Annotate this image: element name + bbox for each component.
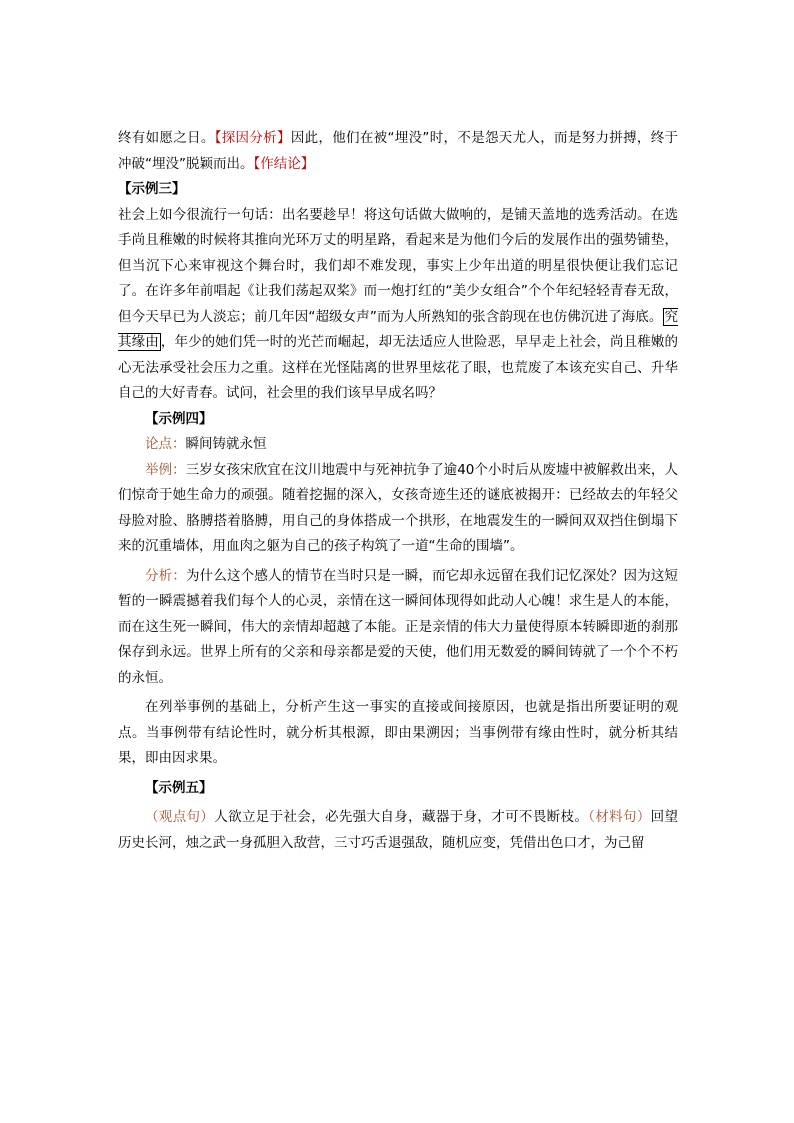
text: 因此，他们在被“埋没”时，不是怨天尤人，而是努力拼搏，终于冲破“埋没”脱颖而出。 (118, 130, 679, 172)
text: 终有如愿之日。 (118, 130, 215, 146)
label-point: 论点： (145, 436, 186, 452)
paragraph-summary: 在列举事例的基础上，分析产生这一事实的直接或间接原因，也就是指出所要证明的观点。当事例带有结论性时，就分析其根源，即由果溯因；当事例带有缘由性时，就分析其结果，即由因求果。 (118, 699, 678, 766)
paragraph-analysis (118, 564, 678, 692)
paragraph-example-3 (118, 203, 678, 407)
text: 瞬间铸就永恒 (185, 436, 267, 452)
boxed-phrase: 究其缘由 (118, 308, 678, 350)
tag-viewpoint: （观点句） (145, 809, 215, 825)
text: 回望历史长河，烛之武一身孤胆入敌营，三寸巧舌退强敌，随机应变，凭借出色口才，为己留 (118, 809, 679, 851)
text: 社会上如今很流行一句话：出名要趁早！将这句话做大做响的，是铺天盖地的选秀活动。在选手尚且稚嫩的时候将其推向光环万丈的明星路，看起来是为他们今后的发展作出的强势铺垫，但当沉下心来审视这个舞台时，我们却不难发现，事实上少年出道的明星很快便让我们忘记了。在许多年前唱起《让我们荡起双桨》而一炮打红的“美少女组合”个个年纪轻轻青春无敌，但今天早已为人淡忘；前几年因“超级女声”而为人所熟知的张含韵现在也仿佛沉进了海底。 (118, 206, 678, 325)
text: 人欲立足于社会，必先强大自身，藏器于身，才可不畏断枝。 (214, 809, 589, 825)
paragraph-point (118, 432, 678, 458)
tag-conclusion: 【作结论】 (253, 155, 315, 172)
text: 三岁女孩宋欣宜在汶川地震中与死神抗争了逾40个小时后从废墟中被解救出来，人们惊奇于她生命力的顽强。随着挖掘的深入，女孩奇迹生还的谜底被揭开：已经故去的年轻父母脸对脸、胳膊搭着胳膊，用自己的身体搭成一个拱形，在地震发生的一瞬间双双挡住倒塌下来的沉重墙体，用血肉之躯为自己的孩子构筑了一道“生命的围墙”。 (118, 461, 679, 554)
label-analysis: 分析： (145, 567, 187, 584)
tag-cause-analysis: 【探因分析】 (214, 130, 291, 146)
label-example: 举例： (145, 461, 186, 478)
text: 为什么这个感人的情节在当时只是一瞬，而它却永远留在我们记忆深处？因为这短暂的一瞬震撼着我们每个人的心灵，亲情在这一瞬间体现得如此动人心魄！求生是人的本能，而在这生死一瞬间，伟大的亲情却超越了本能。正是亲情的伟大力量使得原本转瞬即逝的刹那保存到永远。世界上所有的父亲和母亲都是爱的天使，他们用无数爱的瞬间铸就了一个个不朽的永恒。 (118, 567, 679, 686)
paragraph-conclusion (118, 126, 678, 177)
heading-example-4: 【示例四】 (145, 410, 213, 427)
heading-example-5: 【示例五】 (145, 779, 213, 796)
paragraph-example-5 (118, 805, 678, 856)
document-page (118, 126, 678, 856)
tag-material: （材料句） (588, 809, 651, 825)
text: ，年少的她们凭一时的光芒而崛起，却无法适应人世险恶，早早走上社会，尚且稚嫩的心无法承受社会压力之重。这样在光怪陆离的世界里炫花了眼，也荒废了本该充实自己、升华自己的大好青春。试问，社会里的我们该早早成名吗？ (118, 334, 679, 401)
heading-example-3: 【示例三】 (118, 181, 186, 197)
paragraph-example (118, 458, 678, 560)
